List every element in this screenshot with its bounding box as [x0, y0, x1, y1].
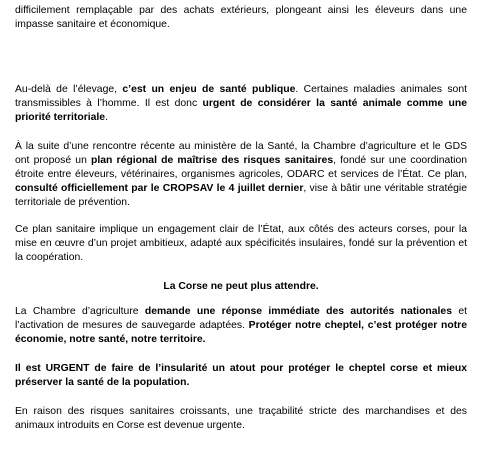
text-run-bold: Il est URGENT de faire de l’insularité un atout pour protéger le cheptel corse et mieux préserver la santé de la population.	[15, 363, 467, 388]
paragraph-chambre-agriculture	[15, 305, 467, 347]
paragraph-insularite	[15, 362, 467, 390]
paragraph-sante-publique	[15, 83, 467, 125]
heading-corse-attendre	[15, 280, 467, 294]
text-run: et l’activation de mesures de sauvegarde adaptées.	[15, 306, 467, 331]
text-run: En raison des risques sanitaires croissants, une traçabilité stricte des marchandises et des animaux introduits en Corse est devenue urgente.	[15, 406, 467, 431]
text-run-bold: plan régional de maîtrise des risques sanitaires	[91, 155, 334, 166]
paragraph-impasse	[15, 4, 467, 32]
text-run: , vise à bâtir une véritable stratégie territoriale de prévention.	[15, 183, 467, 208]
text-run: .	[105, 112, 108, 123]
text-run: , fondé sur une coordination étroite entre éleveurs, vétérinaires, organismes agricoles, ODARC et services de l’État. Ce plan,	[15, 155, 467, 180]
text-run-bold: c’est un enjeu de santé publique	[122, 84, 296, 95]
text-run: . Certaines maladies animales sont transmissibles à l’homme. Il est donc	[15, 84, 467, 109]
text-run-bold: urgent de considérer la santé animale comme une priorité territoriale	[15, 98, 467, 123]
paragraph-tracabilite	[15, 405, 467, 433]
text-run: La Chambre d’agriculture	[15, 306, 145, 317]
text-run-bold: demande une réponse immédiate des autorités nationales	[144, 306, 452, 317]
text-run: Au-delà de l’élevage,	[15, 84, 123, 95]
text-run: difficilement remplaçable par des achats extérieurs, plongeant ainsi les éleveurs dans une impasse sanitaire et économique.	[15, 5, 467, 30]
paragraph-engagement-etat	[15, 223, 467, 265]
text-run: À la suite d’une rencontre récente au ministère de la Santé, la Chambre d’agriculture et le GDS ont proposé un	[15, 141, 467, 166]
text-run-bold: Protéger notre cheptel, c’est protéger notre économie, notre santé, notre territoire.	[15, 320, 467, 345]
text-run-bold: La Corse ne peut plus attendre.	[163, 281, 319, 292]
paragraph-plan-regional	[15, 140, 467, 210]
text-run-bold: consulté officiellement par le CROPSAV le 4 juillet dernier	[15, 183, 304, 194]
text-run: Ce plan sanitaire implique un engagement clair de l’État, aux côtés des acteurs corses, pour la mise en œuvre d’un projet ambitieux, adapté aux spécificités insulaires, fondé sur la prévention et la coopération.	[15, 224, 467, 263]
